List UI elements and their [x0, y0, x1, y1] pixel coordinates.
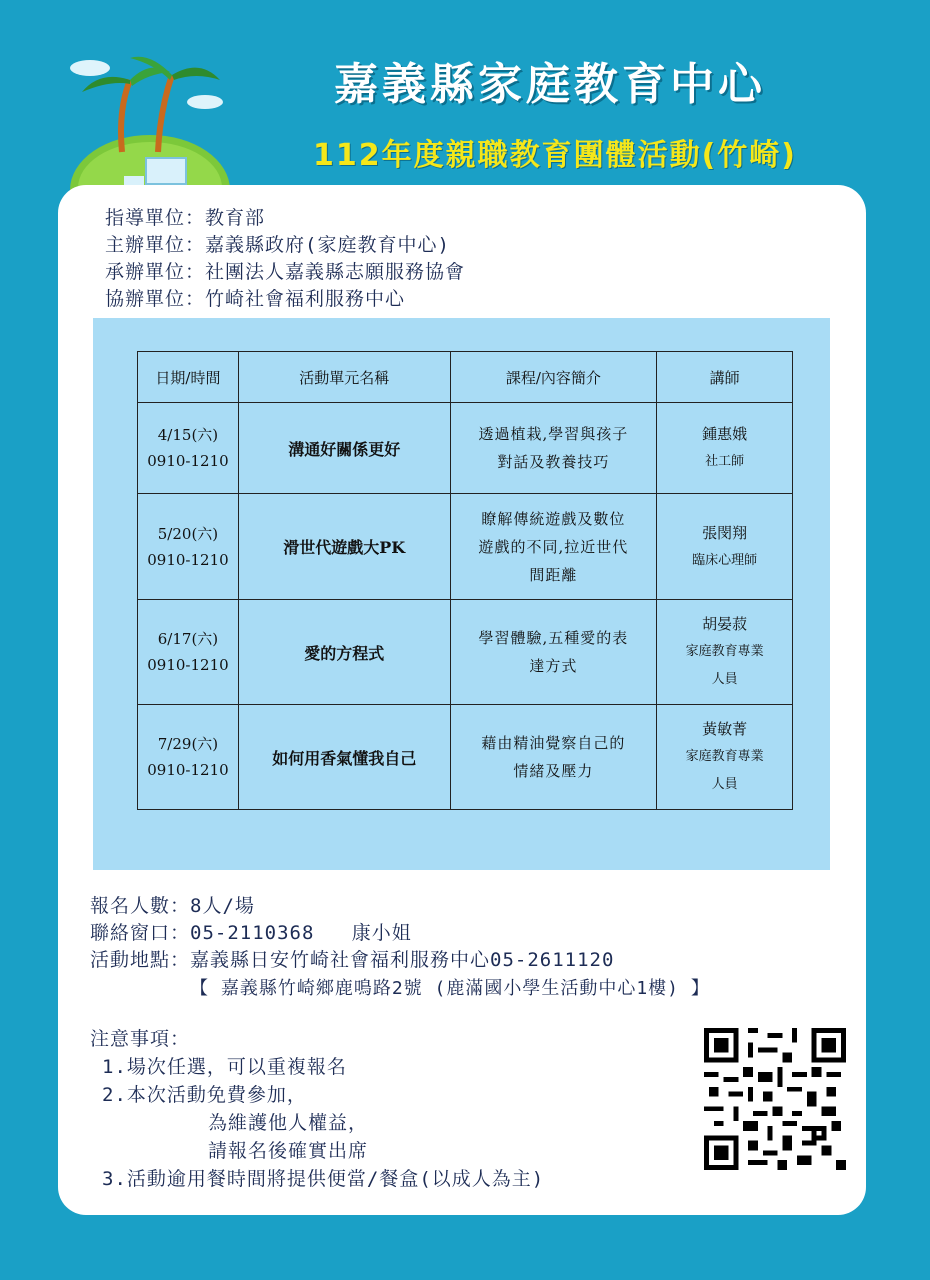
date-cell: [138, 705, 239, 810]
description-cell: [450, 705, 657, 810]
organizer-label: 承辦單位：: [105, 261, 206, 283]
organizer-value: 嘉義縣政府(家庭教育中心): [205, 234, 450, 256]
note-item: 3.活動逾用餐時間將提供便當/餐盒(以成人為主): [102, 1168, 545, 1190]
table-row: [138, 494, 793, 600]
date-text: 6/17(六): [157, 630, 219, 648]
schedule-panel: [93, 318, 830, 870]
teacher-role: 家庭教育專業: [685, 644, 764, 659]
note-item: 為維護他人權益，: [208, 1112, 369, 1134]
date-text: 7/29(六): [157, 735, 219, 753]
time-text: 0910-1210: [147, 656, 229, 674]
page-title: 嘉義縣家庭教育中心: [334, 59, 766, 110]
location-row: [90, 947, 614, 974]
teacher-role: 人員: [711, 672, 738, 687]
teacher-role: 臨床心理師: [692, 552, 758, 568]
date-text: 5/20(六): [157, 524, 219, 543]
note-item: 請報名後確實出席: [208, 1140, 369, 1162]
teacher-cell: [657, 600, 793, 705]
contact-value: 05-2110368 康小姐: [190, 922, 412, 944]
column-header-description: 課程/內容簡介: [450, 352, 657, 403]
title-cell: 如何用香氣懂我自己: [238, 705, 450, 810]
description-line: 藉由精油覺察自己的: [481, 734, 626, 752]
column-header-date: 日期/時間: [138, 352, 239, 403]
date-text: 4/15(六): [157, 426, 219, 444]
description-line: 情緒及壓力: [513, 762, 594, 780]
table-header-row: [138, 352, 793, 403]
contact-label: 聯絡窗口：: [90, 922, 191, 944]
capacity-value: 8人/場: [190, 895, 255, 917]
teacher-name: 黃敏菁: [702, 720, 748, 738]
organizer-label: 主辦單位：: [105, 234, 206, 256]
organizer-row: [105, 205, 465, 232]
date-cell: [138, 494, 239, 600]
description-line: 透過植栽,學習與孩子: [478, 425, 629, 443]
table-row: [138, 600, 793, 705]
organizer-value: 教育部: [205, 207, 266, 229]
table-row: [138, 705, 793, 810]
description-line: 瞭解傳統遊戲及數位: [481, 509, 626, 528]
title-cell: 滑世代遊戲大PK: [238, 494, 450, 600]
teacher-name: 張閔翔: [702, 523, 748, 542]
notes-section: [90, 1025, 544, 1193]
column-header-teacher: 講師: [657, 352, 793, 403]
description-cell: [450, 600, 657, 705]
schedule-table: [137, 351, 793, 810]
organizer-row: [105, 286, 465, 313]
teacher-name: 鍾惠娥: [702, 425, 748, 443]
time-text: 0910-1210: [147, 452, 229, 470]
organizer-label: 協辦單位：: [105, 288, 206, 310]
location-value: 嘉義縣日安竹崎社會福利服務中心05-2611120: [190, 949, 615, 971]
organizer-value: 社團法人嘉義縣志願服務協會: [205, 261, 466, 283]
teacher-role: 家庭教育專業: [685, 749, 764, 764]
organizer-row: [105, 259, 465, 286]
title-cell: 溝通好關係更好: [238, 403, 450, 494]
description-line: 對話及教養技巧: [497, 453, 610, 471]
date-cell: [138, 403, 239, 494]
palm-island-illustration: [60, 40, 230, 190]
contact-row: [90, 920, 614, 947]
address-text: 【 嘉義縣竹崎鄉鹿鳴路2號 (鹿滿國小學生活動中心1樓) 】: [190, 978, 710, 999]
title-cell: 愛的方程式: [238, 600, 450, 705]
description-line: 遊戲的不同,拉近世代: [478, 537, 629, 556]
organizer-label: 指導單位：: [105, 207, 206, 229]
notes-heading: 注意事項：: [90, 1028, 191, 1050]
description-cell: [450, 403, 657, 494]
capacity-row: [90, 893, 614, 920]
organizer-row: [105, 232, 465, 259]
teacher-role: 社工師: [705, 454, 745, 469]
teacher-cell: [657, 494, 793, 600]
table-row: [138, 403, 793, 494]
organizer-list: [105, 205, 465, 313]
page-subtitle: 112年度親職教育團體活動(竹崎): [312, 138, 798, 173]
time-text: 0910-1210: [147, 761, 229, 779]
teacher-cell: [657, 705, 793, 810]
capacity-label: 報名人數：: [90, 895, 191, 917]
qr-code-icon[interactable]: [704, 1028, 846, 1170]
time-text: 0910-1210: [147, 550, 229, 569]
note-item: 1.場次任選，可以重複報名: [102, 1056, 347, 1078]
description-cell: [450, 494, 657, 600]
description-line: 達方式: [529, 657, 578, 675]
date-cell: [138, 600, 239, 705]
column-header-title: 活動單元名稱: [238, 352, 450, 403]
note-item: 2.本次活動免費參加，: [102, 1084, 307, 1106]
description-line: 間距離: [529, 565, 578, 584]
location-label: 活動地點：: [90, 949, 191, 971]
teacher-name: 胡晏菽: [702, 615, 748, 633]
registration-info: [90, 893, 614, 974]
teacher-role: 人員: [711, 777, 738, 792]
organizer-value: 竹崎社會福利服務中心: [205, 288, 406, 310]
teacher-cell: [657, 403, 793, 494]
description-line: 學習體驗,五種愛的表: [478, 629, 629, 647]
